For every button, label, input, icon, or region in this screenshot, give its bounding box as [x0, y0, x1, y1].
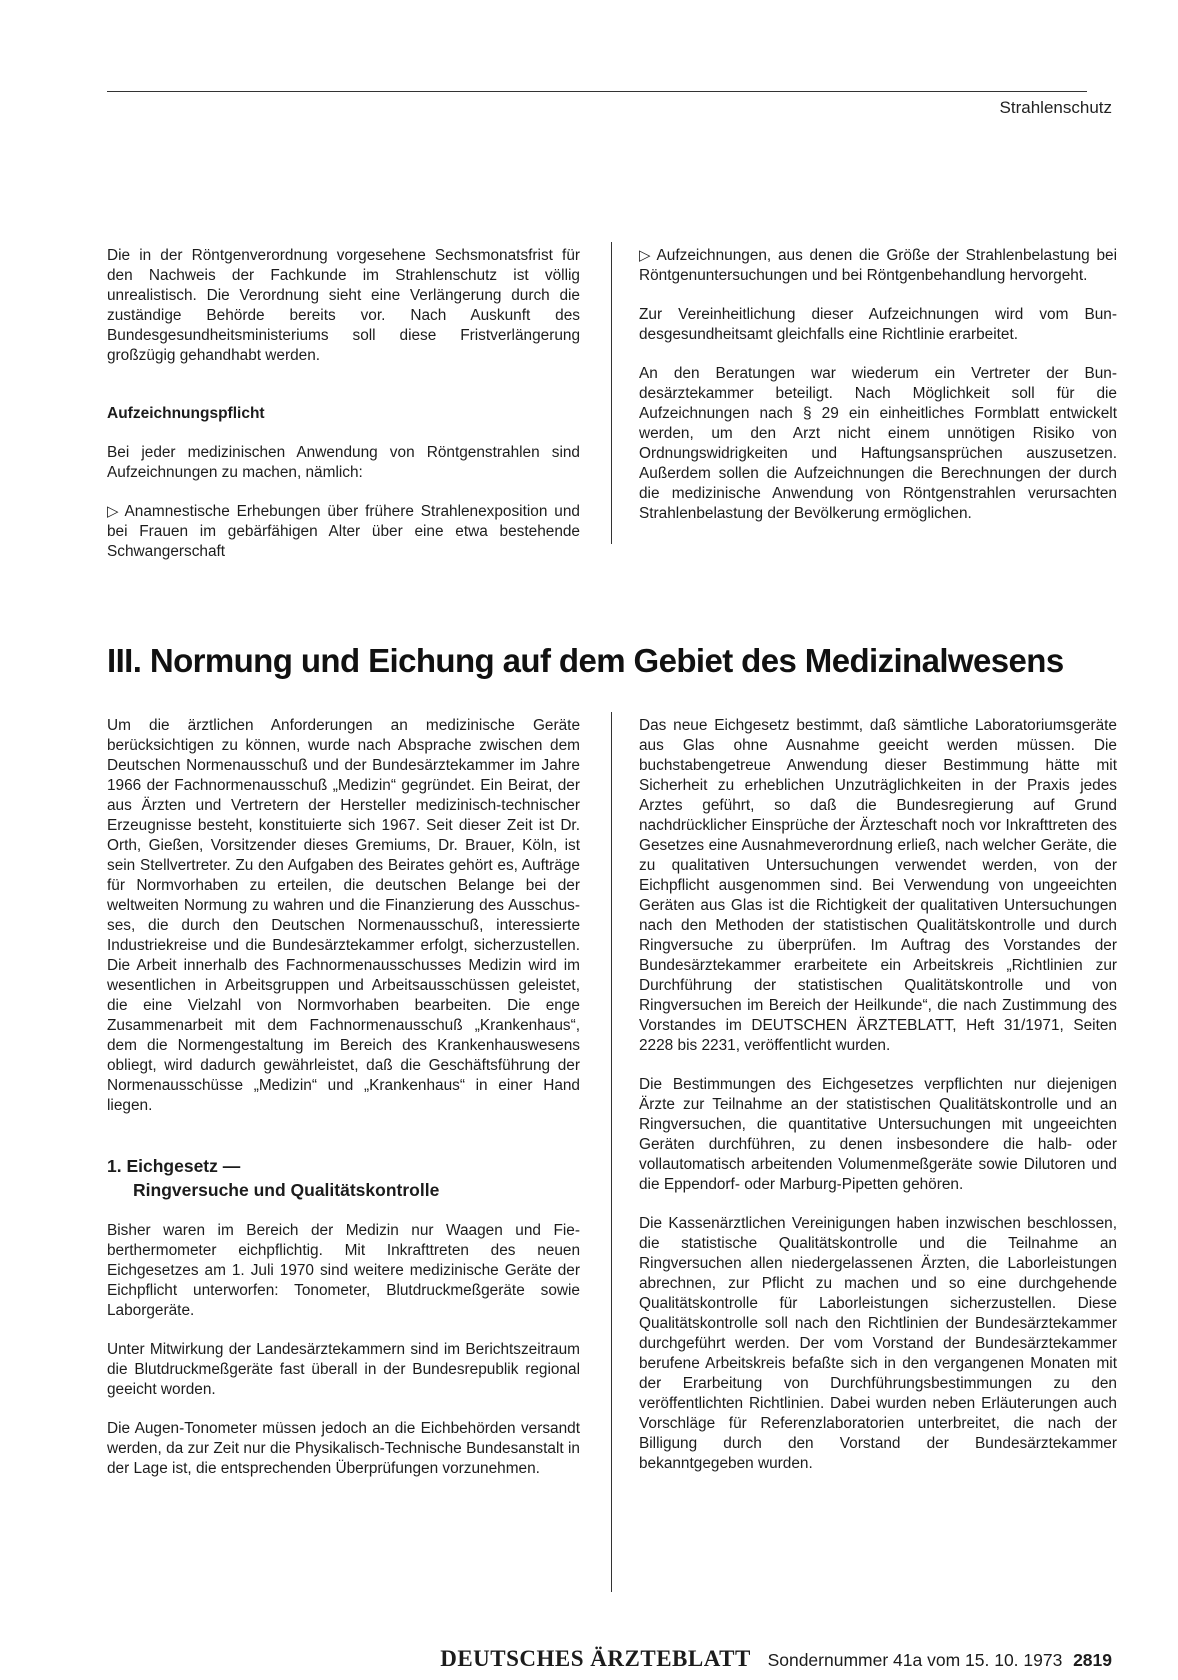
journal-masthead: DEUTSCHES ÄRZTEBLATT: [440, 1646, 751, 1671]
page-footer: [440, 1646, 1112, 1672]
header-rule: [107, 91, 1087, 92]
triangle-bullet-icon: ▷: [107, 503, 119, 520]
paragraph: Die Augen-Tonometer müssen jedoch an die Eichbehörden versandt werden, da zur Zeit nur die Physikalisch-Technische Bundesanstalt in der Lage ist, die entsprechenden Überprüfungen vorzunehmen.: [107, 1420, 580, 1477]
triangle-bullet-icon: ▷: [639, 247, 651, 264]
issue-info: Sondernummer 41a vom 15. 10. 1973: [767, 1650, 1063, 1670]
subheading-aufzeichnungspflicht: Aufzeichnungspflicht: [107, 405, 265, 422]
bullet-item: ▷ Anamnestische Erhebungen über frühere Strahlenexposition und bei Frauen im gebärfähigen Alter über eine etwa bestehende Schwangerschaft: [107, 503, 580, 560]
bullet-item: ▷ Aufzeichnungen, aus denen die Größe der Strahlenbelastung bei Röntgenuntersuchungen und bei Röntgenbehandlung hervorgeht.: [639, 247, 1117, 284]
paragraph: Bei jeder medizinischen Anwendung von Röntgenstrahlen sind Aufzeichnungen zu machen, nämlich:: [107, 444, 580, 481]
running-head: Strahlenschutz: [999, 98, 1112, 117]
paragraph: Die in der Röntgenverordnung vorgesehene Sechsmonatsfrist für den Nachweis der Fachkunde im Strahlenschutz ist völlig unrealistisch. Die Verordnung sieht eine Verlängerung durch die zuständige Behörde bereits vor. Nach Auskunft des Bundesgesundheitsministeriums soll diese Fristverlängerung großzügig gehandhabt werden.: [107, 247, 580, 364]
top-left-column: [107, 246, 580, 581]
bottom-right-column: [639, 716, 1117, 1493]
paragraph: Unter Mitwirkung der Landesärztekammern sind im Berichtszeitraum die Blutdruckmeßgeräte fast überall in der Bundesrepublik regional geeicht worden.: [107, 1341, 580, 1398]
bottom-left-column: [107, 716, 580, 1498]
paragraph: Zur Vereinheitlichung dieser Aufzeichnungen wird vom Bundesgesundheitsamt gleichfalls eine Richtlinie erarbeitet.: [639, 306, 1117, 343]
paragraph: Die Bestimmungen des Eichgesetzes verpflichten nur diejenigen Ärzte zur Teilnahme an der statistischen Qualitätskontrolle und an Ringversuchen, die quantitative Untersuchungen mit ungeeichten Geräten durchführen, zu denen insbesondere die halb- oder vollautomatisch arbeitenden Volumenmeßgeräte sowie Dilutoren und die Eppendorf- oder Marburg-Pipetten gehören.: [639, 1076, 1117, 1193]
paragraph: Um die ärztlichen Anforderungen an medizinische Geräte berücksichtigen zu können, wurde nach Absprache zwischen dem Deutschen Normenausschuß und der Bundesärztekammer im Jahre 1966 der Fachnormenausschuß „Medizin“ gegründet. Ein Beirat, der aus Ärzten und Vertretern der Hersteller medizinisch-technischer Erzeugnisse besteht, konstituierte sich 1967. Seit dieser Zeit ist Dr. Orth, Gießen, Vorsitzender dieses Gremiums, Dr. Brauer, Köln, ist sein Stellvertreter. Zu den Aufgaben des Beirates gehört es, Aufträge für Normvorhaben zu erteilen, die deutschen Belange bei der weltweiten Normung zu wahren und die Finanzierung des Ausschusses, die durch den Deutschen Normenausschuß, interessierte Industriekreise und die Bundesärztekammer erfolgt, sicherzustellen. Die Arbeit innerhalb des Fachnormenausschusses Medizin wird im wesentlichen in Arbeitsgruppen und Arbeitsausschüssen geleistet, die eine Vielzahl von Normvorhaben bearbeiten. Die enge Zusammenarbeit mit dem Fachnormenausschuß „Krankenhaus“, dem die Normengestaltung im Bereich des Krankenhauswesens obliegt, wird dadurch gewährleistet, daß die Geschäftsführung der Normenausschüsse „Medizin“ und „Krankenhaus“ in einer Hand liegen.: [107, 717, 580, 1114]
numbered-heading-line2: Ringversuche und Qualitätskontrolle: [133, 1180, 440, 1200]
paragraph: Die Kassenärztlichen Vereinigungen haben inzwischen beschlossen, die statistische Qualitätskontrolle und die Teilnahme an Ringversuchen allen niedergelassenen Ärzten, die Laborleistungen abrechnen, zur Pflicht zu machen und so eine durchgehende Qualitätskontrolle für Laborleistungen sicherzustellen. Diese Qualitätskontrolle soll nach den Richtlinien der Bundesärztekammer durchgeführt werden. Der vom Vorstand der Bundesärztekammer berufene Arbeitskreis befaßte sich in den vergangenen Monaten mit der Erarbeitung von Durchführungsbestimmungen zu den veröffentlichten Richtlinien. Dabei wurden neben Erläuterungen auch Vorschläge für Referenzlaboratorien unterbreitet, die nach der Billigung durch den Vorstand der Bundesärztekammer bekanntgegeben wurden.: [639, 1215, 1117, 1472]
section-title: III. Normung und Eichung auf dem Gebiet des Medizinalwesens: [107, 642, 1064, 679]
paragraph: Das neue Eichgesetz bestimmt, daß sämtliche Laboratoriumsgeräte aus Glas ohne Ausnahme geeicht werden müssen. Die buchstabengetreue Anwendung dieser Bestimmung hätte mit Sicherheit zu erheblichen Unzuträglichkeiten in der Praxis jedes Arztes geführt, so daß die Bundesregierung auf Grund nachdrücklicher Einsprüche der Ärzteschaft noch vor Inkrafttreten des Gesetzes eine Ausnahmeverordnung erließ, nach welcher Geräte, die zu qualitativen Untersuchungen verwendet werden, von der Eichpflicht ausgenommen sind. Bei Verwendung von ungeeichten Geräten aus Glas ist die Richtigkeit der qualitativen Untersuchungen nach den Methoden der statistischen Qualitätskontrolle und durch Ringversuche zu überprüfen. Im Auftrag des Vorstandes der Bundesärztekammer erarbeitete ein Arbeitskreis „Richtlinien zur Durchführung der statistischen Qualitätskontrolle und von Ringversuchen im Bereich der Heilkunde“, die nach Zustimmung des Vorstandes im DEUTSCHEN ÄRZTEBLATT, Heft 31/1971, Seiten 2228 bis 2231, veröffentlicht wurden.: [639, 717, 1117, 1054]
numbered-heading-line1: 1. Eichgesetz —: [107, 1156, 241, 1176]
numbered-heading: [107, 1154, 580, 1202]
top-right-column: [639, 246, 1117, 543]
paragraph: An den Beratungen war wiederum ein Vertreter der Bundesärztekammer beteiligt. Nach Möglichkeit soll für die Aufzeichnungen nach § 29 ein einheitliches Formblatt entwickelt werden, um den Arzt nicht einem unnötigen Risiko von Ordnungswidrigkeiten und Haftungsansprüchen auszusetzen. Außerdem sollen die Aufzeichnungen die Berechnungen der durch die medizinische Anwendung von Röntgenstrahlen verursachten Strahlenbelastung der Bevölkerung ermöglichen.: [639, 365, 1117, 522]
column-divider: [611, 712, 612, 1592]
page-number: 2819: [1073, 1650, 1112, 1670]
paragraph: Bisher waren im Bereich der Medizin nur Waagen und Fieberthermometer eichpflichtig. Mit Inkrafttreten des neuen Eichgesetzes am 1. Juli 1970 sind weitere medizinische Geräte der Eichpflicht unterworfen: Tonometer, Blutdruckmeßgeräte sowie Laborgeräte.: [107, 1222, 580, 1319]
column-divider: [611, 242, 612, 544]
